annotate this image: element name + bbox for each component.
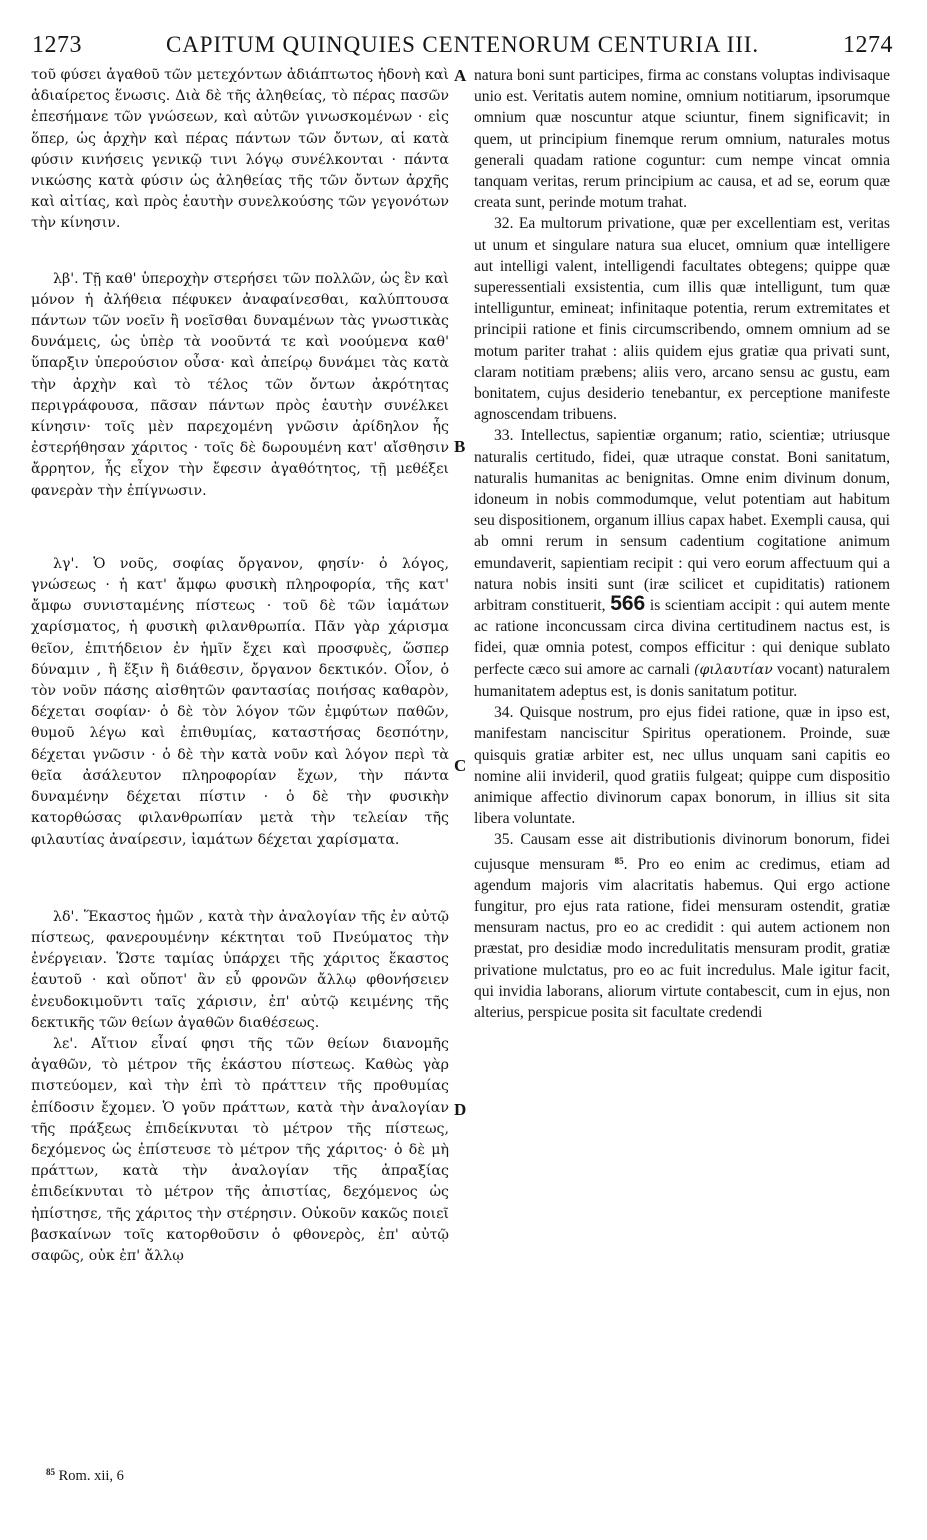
latin-paragraph-33	[474, 425, 890, 702]
greek-paragraph-35: λε'. Αἴτιον εἶναί φησι τῆς τῶν θείων διανομῆς ἀγαθῶν, τὸ μέτρον τῆς ἑκάστου πίστεως. Καθὼς γὰρ πιστεύομεν, καὶ τὴν ἐπὶ τὸ πράττειν τῆς προθυμίας ἐπίδοσιν ἔχομεν. Ὁ γοῦν πράττων, κατὰ τὴν ἀναλογίαν τῆς πράξεως ἐπιδείκνυται τὸ μέτρον τῆς πίστεως, δεχόμενος ὡς ἐπίστευσε τὸ μέτρον τῆς χάριτος· ὁ δὲ μὴ πράττων, κατὰ τὴν ἀναλογίαν τῆς ἀπραξίας ἐπιδείκνυται τὸ μέτρον τῆς ἀπιστίας, δεχόμενος ὡς ἠπίστησε, τῆς χάριτος τὴν στέρησιν. Οὐκοῦν κακῶς ποιεῖ βασκαίνων τοῖς κατορθοῦσιν ὁ φθονερὸς, ἐπ' αὐτῷ σαφῶς, οὐκ ἐπ' ἄλλῳ	[31, 1035, 449, 1264]
footnote	[46, 1467, 124, 1485]
greek-inline-term: (φιλαυτίαν	[693, 661, 773, 678]
latin-paragraph-34: 34. Quisque nostrum, pro ejus fidei ratione, quæ in ipso est, manifestam nanciscitur Spiritus operationem. Proinde, suæ quisquis gratiæ arbiter est, nec ullus unquam sani capitis eo nomine alii invideril, quod gratiis fulgeat; quippe cum dispositio animique affectio divinorum capax bonorum, in illius sit sita libera voluntate.	[474, 704, 890, 828]
greek-paragraph-32: λβ'. Τῇ καθ' ὑπεροχὴν στερήσει τῶν πολλῶν, ὡς ἓν καὶ μόνον ἡ ἀλήθεια πέφυκεν ἀναφαίνεσθαι, καλύπτουσα πάντων τῶν νοεῖν ἢ νοεῖσθαι δυναμένων τὰς γνωστικὰς δυνάμεις, ὡς ὑπὲρ τὰ νοοῦντά τε καὶ νοούμενα καθ' ὕπαρξιν ὑπερούσιον οὖσα· καὶ ἀπείρῳ δυνάμει τὰς κατὰ τὴν ἀρχὴν καὶ τὸ τέλος τῶν ὄντων ἀκρότητας περιγράφουσα, πᾶσαν πάντων πρὸς ἑαυτὴν συνέλκει κίνησιν· τοῖς μὲν παρεχομένη γνῶσιν ἀρίδηλον ἧς ἐστερήθησαν χάριτος · τοῖς δὲ δωρουμένη κατ' αἴσθησιν ἄρρητον, ἧς εἶχον τὴν ἔφεσιν ἀγαθότητος, τῇ μεθέξει φανερὰν τὴν ἐπίγνωσιν.	[31, 270, 449, 499]
page-number-left: 1273	[32, 32, 82, 58]
greek-paragraph-33: λγ'. Ὁ νοῦς, σοφίας ὄργανον, φησίν· ὁ λόγος, γνώσεως · ἡ κατ' ἄμφω φυσικὴ πληροφορία, τῆς κατ' ἄμφω συνισταμένης πίστεως · τοῦ δὲ τῶν ἰαμάτων χαρίσματος, ἡ φυσικὴ φιλανθρωπία. Πᾶν γὰρ χάρισμα θεῖον, ἐπιτήδειον ἐν ἡμῖν ἔχει καὶ προσφυὲς, ὥσπερ δύναμιν , ἢ ἕξιν ἢ διάθεσιν, ὄργανον δεκτικόν. Οἷον, ὁ τὸν νοῦν πάσης αἰσθητῶν φαντασίας ποιήσας καθαρὸν, δέχεται σοφίαν· ὁ δὲ τὸν λόγον τῶν ἐμφύτων παθῶν, θυμοῦ λέγω καὶ ἐπιθυμίας, καταστήσας δεσπότην, δέχεται γνῶσιν · ὁ δὲ τὴν κατὰ νοῦν καὶ λόγον περὶ τὰ θεῖα ἀσάλευτον πληροφορίαν ἔχων, τὴν πάντα δυναμένην δέχεται πίστιν · ὁ δὲ τὴν φυσικὴν κατορθώσας φιλανθρωπίαν μετὰ τὴν τελείαν τῆς φιλαυτίας ἀναίρεσιν, ἰαμάτων δέχεται χαρίσματα.	[31, 555, 449, 848]
latin-paragraph-33-part-c: vocant) naturalem humanitatem adeptus est, is donis sanitatum potitur.	[474, 660, 890, 700]
greek-paragraph-31-end: τοῦ φύσει ἀγαθοῦ τῶν μετεχόντων ἀδιάπτωτος ἡδονὴ καὶ ἀδιαίρετος ἕνωσις. Διὰ δὲ τῆς ἀληθείας, τὸ πέρας πασῶν ἐπεσήμανε τῶν γνώσεων, καὶ αὐτῶν γινωσκομένων · εἰς ὅπερ, ὡς ἀρχὴν καὶ πέρας πάντων τῶν ὄντων, αἱ κατὰ φύσιν κινήσεις γενικῷ τινι λόγῳ συνέλκονται · πάντα νικώσης κατὰ φύσιν ὡς ἀληθείας τῆς τῶν ὄντων ἀρχῆς καὶ αἰτίας, καὶ πρὸς ἑαυτὴν συνελκούσης τῶν γεγονότων τὴν κίνησιν.	[31, 67, 449, 232]
latin-paragraph-32: 32. Ea multorum privatione, quæ per excellentiam est, veritas ut unum et singulare natura sua elucet, omnium quæ intelligere aut intelligi valent, intelligendi facultates obtegens; quippe quæ superessentiali exsistentia, cum illis quæ intelligunt, tum quæ intelliguntur, emineat; infinitaque potentia, rerum extremitates et principii ratione et finis circumscribendo, omnem omnium ad se motum pariter trahat : aliis quidem ejus gratiæ qua privati sunt, claram notitiam præbens; aliis vero, arcano sensu ac gustu, eam bonitatem, cujus desiderio tenebantur, ex perceptione manifeste agnoscendam tribuens.	[474, 215, 890, 424]
migne-column-number: 566	[610, 592, 646, 616]
latin-paragraph-35	[474, 829, 890, 1023]
latin-paragraph-31-end: natura boni sunt participes, firma ac constans voluptas indivisaque unio est. Veritatis autem nomine, omnium notitiarum, ipsorumque omnium quæ noscuntur atque sciuntur, finem significavit; in quem, ut principium finemque rerum omnium, naturales motus generali quadam ratione coguntur: cum nempe vincat omnia tanquam veritas, rerum principium ac causa, et ad se, eorum quæ creata sunt, perinde motum trahat.	[474, 67, 890, 212]
margin-marker-a: A	[454, 66, 467, 85]
margin-marker-d: D	[454, 1100, 467, 1119]
footnote-reference: 85	[614, 855, 624, 866]
latin-paragraph-35-part-b: . Pro eo enim ac credimus, etiam ad agendum majoris vim alacritatis habemus. Qui ergo actione fungitur, pro ejus rata ratione, fidei mensuram ostendit, gratiæ mensuram nactus, pro eo ac credidit : qui autem actionem non præstat, pro desidiæ modo incredulitatis mensuram prodit, gratiæ privatione mulctatus, pro eo ac fuit incredulus. Male igitur facit, qui invidia laborans, aliorum virtute contabescit, cum in ejus, non alterius, perspicue posita sit facultate credendi	[474, 855, 890, 1021]
page-header	[32, 32, 893, 62]
margin-marker-c: C	[454, 756, 467, 775]
page-number-right: 1274	[843, 32, 893, 58]
latin-column	[474, 65, 890, 1023]
latin-paragraph-35-part-a: 35. Causam esse ait distributionis divinorum bonorum, fidei cujusque mensuram	[474, 831, 890, 873]
latin-paragraph-33-part-b: is scientiam accipit : qui autem mente ac ratione inconcussam circa divina certitudinem nactus est, is fidei, quæ omnia potest, compos efficitur : qui denique sublato perfecte cæco sui amore ac carnali	[474, 597, 890, 678]
running-title: CAPITUM QUINQUIES CENTENORUM CENTURIA III.	[166, 32, 759, 57]
greek-column	[31, 65, 449, 1267]
footnote-text: Rom. xii, 6	[55, 1468, 124, 1484]
margin-marker-b: B	[454, 437, 466, 456]
latin-paragraph-33-part-a: 33. Intellectus, sapientiæ organum; ratio, scientiæ; utriusque naturalis certitudo, fidei, quæ utraque constat. Boni sanitatum, naturalis humanitas ac benignitas. Omne enim divinum donum, idoneum in nobis commodumque, velut potentiam aut habitum seu dispositionem, organum illius capax habet. Exempli causa, qui ab omni rerum in sensum cadentium cogitatione animum emundaverit, sapientiam recipit : qui vero eorum affectuum qui a natura nobis insiti sunt (iræ scilicet et cupiditatis) rationem arbitram constituerit,	[474, 427, 890, 615]
footnote-marker: 85	[46, 1467, 55, 1477]
greek-paragraph-34: λδ'. Ἕκαστος ἡμῶν , κατὰ τὴν ἀναλογίαν τῆς ἐν αὐτῷ πίστεως, φανερουμένην κέκτηται τοῦ Πνεύματος τὴν ἐνέργειαν. Ὥστε ταμίας ὑπάρχει τῆς χάριτος ἕκαστος ἑαυτοῦ · καὶ οὔποτ' ἂν εὖ φρονῶν ἄλλῳ φθονήσειεν ἐνευδοκιμοῦντι ταῖς χάρισιν, ἐπ' αὐτῷ κειμένης τῆς δεκτικῆς τῶν θείων ἀγαθῶν διαθέσεως.	[31, 908, 449, 1031]
